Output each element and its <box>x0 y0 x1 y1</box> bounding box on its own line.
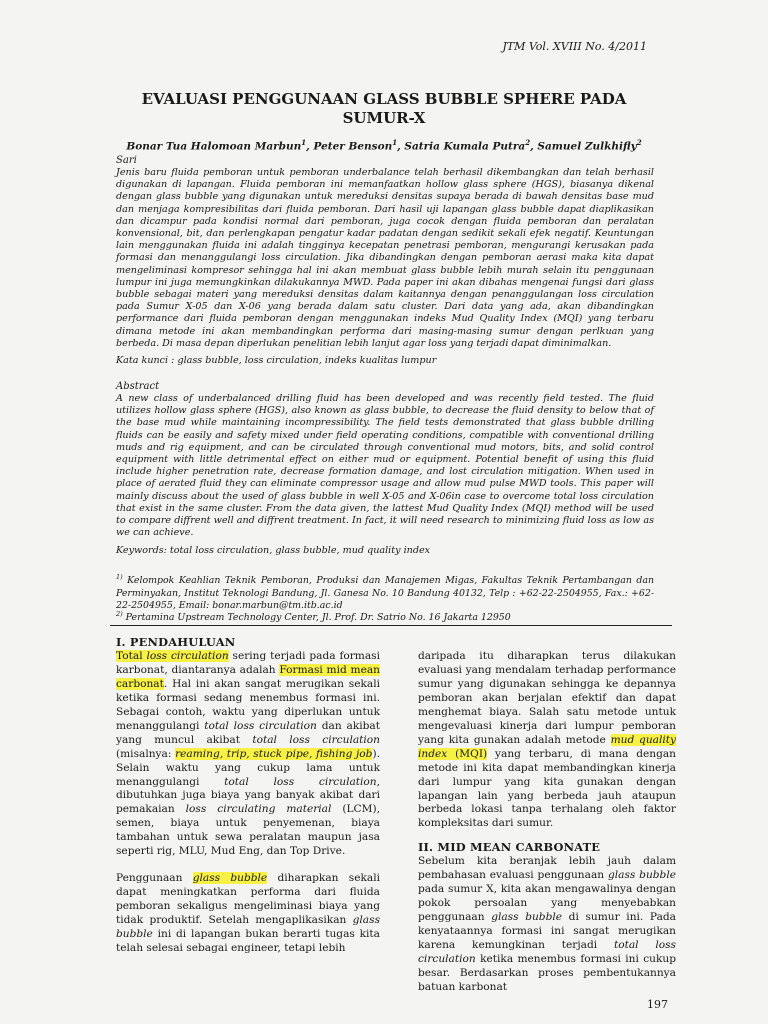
author-sup: 1 <box>301 138 307 147</box>
highlighted-text: glass bubble <box>192 872 268 885</box>
journal-header: JTM Vol. XVIII No. 4/2011 <box>502 40 647 53</box>
highlighted-text: loss circulation <box>146 649 229 662</box>
author-sup: 2 <box>525 138 531 147</box>
abstract-heading: Abstract <box>116 381 160 392</box>
body-text: daripada itu diharapkan terus dilakukan evaluasi yang mendalam terhadap performance sumur yang digunakan sehingga ke depannya pemboran akan berjalan efektif dan dapat menghemat biaya. Salah satu metode untuk mengevaluasi kinerja dari lumpur pemboran yang kita gunakan adalah metode <box>418 650 676 746</box>
paragraph <box>116 872 380 956</box>
highlighted-text: Total <box>116 649 147 662</box>
paragraph <box>418 650 676 831</box>
author-sup: 1 <box>392 138 398 147</box>
highlighted-text: (MQI) <box>447 747 488 760</box>
author-name: Peter Benson <box>313 140 393 153</box>
body-text: loss circulating material <box>185 803 332 816</box>
affiliation-mark: 2) <box>116 610 123 618</box>
body-text: diharapkan sekali dapat meningkatkan performa dari fluida pemboran sekaligus mengeliminasi biaya yang tidak produktif. Setelah mengaplikasikan <box>116 872 380 927</box>
sari-text: Jenis baru fluida pemboran untuk pemboran underbalance telah berhasil dikembangkan dan telah berhasil digunakan di lapangan. Fluida pemboran ini memanfaatkan hollow glass sphere (HGS), biasanya dikenal dengan glass bubble yang digunakan untuk mereduksi densitas supaya berada di bawah densitas base mud dan menjaga kompresibilitas dari fluida pemboran. Dari hasil uji lapangan glass bubble dapat diaplikasikan dan dicampur pada kondisi normal dari pemboran, juga cocok dengan fluida pemboran dan peralatan konvensional, bit, dan perlengkapan pengatur kadar padatan dengan sedikit sekali efek negatif. Keuntungan lain menggunakan fluida ini adalah tingginya kecepatan penetrasi pemboran, mengurangi kerusakan pada formasi dan menanggulangi loss circulation. Jika dibandingkan dengan pemboran aerasi maka kita dapat mengeliminasi kompresor sehingga hal ini akan membuat glass bubble lebih murah selain itu penggunaan lumpur ini juga memungkinkan dilakukannya MWD. Pada paper ini akan dibahas mengenai fungsi dari glass bubble sebagai materi yang mereduksi densitas dalam kaitannya dengan penanggulangan loss circulation pada Sumur X-05 dan X-06 yang berada dalam satu cluster. Dari data yang ada, akan dibandingkan performance dari fluida pemboran dengan menggunakan indeks Mud Quality Index (MQI) yang terbaru dimana metode ini akan membandingkan performa dari masing-masing sumur dengan perlkuan yang berbeda. Di masa depan diperlukan penelitian lebih lanjut agar loss yang terjadi dapat diminimalkan. <box>116 167 654 349</box>
sari-heading: Sari <box>116 155 137 166</box>
body-text: total loss circulation <box>418 939 676 966</box>
affiliation-1 <box>116 571 654 613</box>
left-column <box>116 636 380 956</box>
paragraph <box>418 855 676 995</box>
paragraph <box>116 650 380 859</box>
affiliation-mark: 1) <box>116 573 123 581</box>
body-text: ini di lapangan bukan berarti tugas kita telah selesai sebagai engineer, tetapi lebih <box>116 928 380 955</box>
body-text: ketika menembus formasi ini cukup besar. Berdasarkan proses pembentukannya batuan karbonat <box>418 953 676 993</box>
body-text: (misalnya: <box>116 747 176 760</box>
body-text: glass bubble <box>491 911 563 924</box>
highlighted-text: Formasi mid mean carbonat <box>116 663 380 690</box>
page-number: 197 <box>647 998 668 1011</box>
body-text: total loss circulation <box>224 775 377 788</box>
body-text: total loss circulation <box>252 733 380 746</box>
body-text: dan akibat yang muncul akibat <box>116 719 380 746</box>
affiliation-2 <box>116 608 654 625</box>
keywords-en: Keywords: total loss circulation, glass bubble, mud quality index <box>116 545 431 556</box>
body-text: . Hal ini akan sangat merugikan sekali ketika formasi sedang menembus formasi ini. Sebagai contoh, waktu yang diperlukan untuk menanggulangi <box>116 677 380 732</box>
right-column <box>418 650 676 995</box>
body-text: Penggunaan <box>116 872 193 885</box>
highlighted-text: reaming, trip, stuck pipe, fishing job <box>175 747 373 760</box>
abstract-text: A new class of underbalanced drilling fluid has been developed and was recently field tested. The fluid utilizes hollow glass sphere (HGS), also known as glass bubble, to decrease the fluid density to below that of the base mud while maintaining incompressibility. The field tests demonstrated that glass bubble drilling fluids can be easily and safety mixed under field operating conditions, compatible with conventional drilling muds and rig equipment, and can be circulated through conventional mud motors, bits, and solid control equipment with little detrimental effect on either mud or equipment. Potential benefit of using this fluid include higher penetration rate, decrease formation damage, and lost circulation mitigation. When used in place of aerated fluid they can eliminate compressor usage and allow mud pulse MWD tools. This paper will mainly discuss about the used of glass bubble in well X-05 and X-06in case to overcome total loss circulation that exist in the same cluster. From the data given, the lattest Mud Quality Index (MQI) method will be used to compare diffrent well and diffrent treatment. In fact, it will need research to minimizing fluid loss as low as we can achieve. <box>116 393 654 539</box>
body-text: di sumur ini. Pada kenyataannya formasi ini sangat merugikan karena kemungkinan terjadi <box>418 911 676 952</box>
body-text: ). Selain waktu yang cukup lama untuk menanggulangi <box>116 747 380 788</box>
highlighted-text: mud quality index <box>418 733 676 760</box>
body-text: total loss circulation <box>204 719 317 732</box>
affiliation-text: Pertamina Upstream Technology Center, Jl. Prof. Dr. Satrio No. 16 Jakarta 12950 <box>125 612 511 624</box>
body-text: pada sumur X, kita akan mengawalinya dengan pokok persoalan yang menyebabkan penggunaan <box>418 883 676 924</box>
body-text: , dibutuhkan juga biaya yang banyak akibat dari pemakaian <box>116 775 380 816</box>
author-list: Bonar Tua Halomoan Marbun$^1$, Peter Benson$^1$, Satria Kumala Putra$^2$, Samuel Zulkhifly$^2$ <box>126 138 642 153</box>
body-text: yang terbaru, di mana dengan metode ini kita dapat membandingkan kinerja dari lumpur yang kita gunakan dengan lapangan lain yang berbeda jauh ataupun berbeda lokasi tanpa terhalang oleh faktor kompleksitas dari sumur. <box>418 747 676 830</box>
section-divider <box>110 625 672 626</box>
paper-title: EVALUASI PENGGUNAAN GLASS BUBBLE SPHERE PADA SUMUR-X <box>141 90 627 127</box>
section-heading-mid-mean-carbonate: II. MID MEAN CARBONATE <box>418 840 601 855</box>
body-text: Sebelum kita beranjak lebih jauh dalam pembahasan evaluasi penggunaan <box>418 855 676 882</box>
author-name: Samuel Zulkhifly <box>537 140 637 153</box>
section-heading-pendahuluan: I. PENDAHULUAN <box>116 635 236 649</box>
author-name: Bonar Tua Halomoan Marbun <box>126 140 302 153</box>
body-text: glass bubble <box>116 914 380 941</box>
body-text: (LCM), semen, biaya untuk penyemenan, biaya tambahan untuk sewa peralatan maupun jasa seperti rig, MLU, Mud Eng, dan Top Drive. <box>116 803 380 858</box>
affiliation-text: Kelompok Keahlian Teknik Pemboran, Produksi dan Manajemen Migas, Fakultas Teknik Pertambangan dan Perminyakan, Institut Teknologi Bandung, Jl. Ganesa No. 10 Bandung 40132, Telp : +62-22-2504955, Fax.: +62-22-2504955, Email: bonar.marbun@tm.itb.ac.id <box>116 575 654 612</box>
kata-kunci: Kata kunci : glass bubble, loss circulation, indeks kualitas lumpur <box>116 355 437 366</box>
author-name: Satria Kumala Putra <box>404 140 526 153</box>
body-text: glass bubble <box>607 869 676 882</box>
body-text: sering terjadi pada formasi karbonat, diantaranya adalah <box>116 649 380 676</box>
author-sup: 2 <box>636 138 642 147</box>
